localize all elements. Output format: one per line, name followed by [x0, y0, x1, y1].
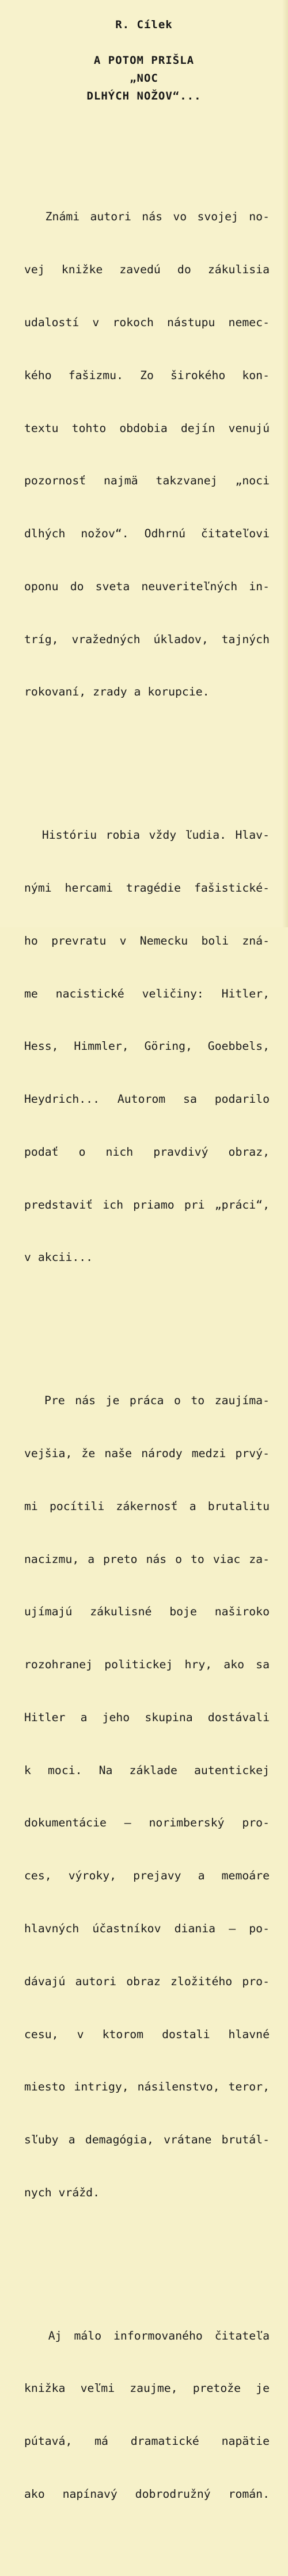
text-line: k moci. Na základe autentickej — [24, 1763, 270, 1777]
text-line: cesu, v ktorom dostali hlavné — [24, 2027, 270, 2041]
text-line: pútavá, má dramatické napätie — [24, 2434, 270, 2448]
text-line: dlhých nožov“. Odhrnú čitateľovi — [24, 527, 270, 541]
paragraph — [24, 2292, 270, 2538]
text-line: podať o nich pravdivý obraz, — [24, 1145, 270, 1159]
text-line: Hitler a jeho skupina dostávali — [24, 1710, 270, 1724]
text-line: vej knižke zavedú do zákulisia — [24, 263, 270, 277]
text-line: pozornosť najmä takzvanej „noci — [24, 474, 270, 488]
text-line: Heydrich... Autorom sa podarilo — [24, 1092, 270, 1106]
text-line: kého fašizmu. Zo širokého kon- — [24, 368, 270, 382]
text-line: udalostí v rokoch nástupu nemec- — [24, 315, 270, 329]
text-line: ho prevratu v Nemecku boli zná- — [24, 934, 270, 947]
paragraph — [24, 173, 270, 736]
title-line: „NOC — [130, 72, 158, 85]
text-line: rokovaní, zrady a korupcie. — [24, 685, 210, 699]
text-line: dávajú autori obraz zložitého pro- — [24, 1974, 270, 1988]
text-line: v akcii... — [24, 1251, 93, 1264]
article-title — [0, 52, 288, 105]
text-line: ces, výroky, prejavy a memoáre — [24, 1869, 270, 1883]
text-line: mi pocítili zákernosť a brutalitu — [24, 1499, 270, 1513]
article-body — [24, 138, 270, 2576]
text-line: Aj málo informovaného čitateľa — [24, 2329, 270, 2342]
page-edge-shadow — [282, 0, 288, 927]
text-line: Pre nás je práca o to zaujíma- — [24, 1394, 270, 1408]
paragraph — [24, 1357, 270, 2237]
text-line: dokumentácie — norimberský pro- — [24, 1816, 270, 1830]
text-line: vejšia, že naše národy medzi prvý- — [24, 1446, 270, 1460]
text-line: nacizmu, a preto nás o to viac za- — [24, 1552, 270, 1566]
text-line: Históriu robia vždy ľudia. Hlav- — [24, 828, 270, 842]
text-line: Známi autori nás vo svojej no- — [24, 210, 270, 224]
text-line: Hess, Himmler, Göring, Goebbels, — [24, 1039, 270, 1053]
text-line: predstaviť ich priamo pri „práci“, — [24, 1198, 270, 1211]
text-line: sľuby a demagógia, vrátane brutál- — [24, 2133, 270, 2147]
text-line: oponu do sveta neuveriteľných in- — [24, 579, 270, 593]
text-line: miesto intrigy, násilenstvo, teror, — [24, 2080, 270, 2094]
text-line: rozohranej politickej hry, ako sa — [24, 1658, 270, 1672]
text-line: me nacistické veličiny: Hitler, — [24, 987, 270, 1000]
text-line: textu tohto obdobia dejín venujú — [24, 421, 270, 435]
text-line: knižka veľmi zaujme, pretože je — [24, 2382, 270, 2395]
text-line: ujímajú zákulisné boje naširoko — [24, 1605, 270, 1619]
text-line: ako napínavý dobrodružný román. — [24, 2487, 270, 2501]
text-line: tríg, vražedných úkladov, tajných — [24, 632, 270, 646]
text-line: nými hercami tragédie fašistické- — [24, 881, 270, 895]
title-line: DLHÝCH NOŽOV“... — [86, 90, 202, 102]
text-line: hlavných účastníkov diania — po- — [24, 1921, 270, 1935]
text-line: nych vrážd. — [24, 2185, 100, 2199]
paragraph — [24, 792, 270, 1302]
author-name: R. Cílek — [115, 18, 173, 31]
title-line: A POTOM PRIŠLA — [93, 54, 195, 67]
